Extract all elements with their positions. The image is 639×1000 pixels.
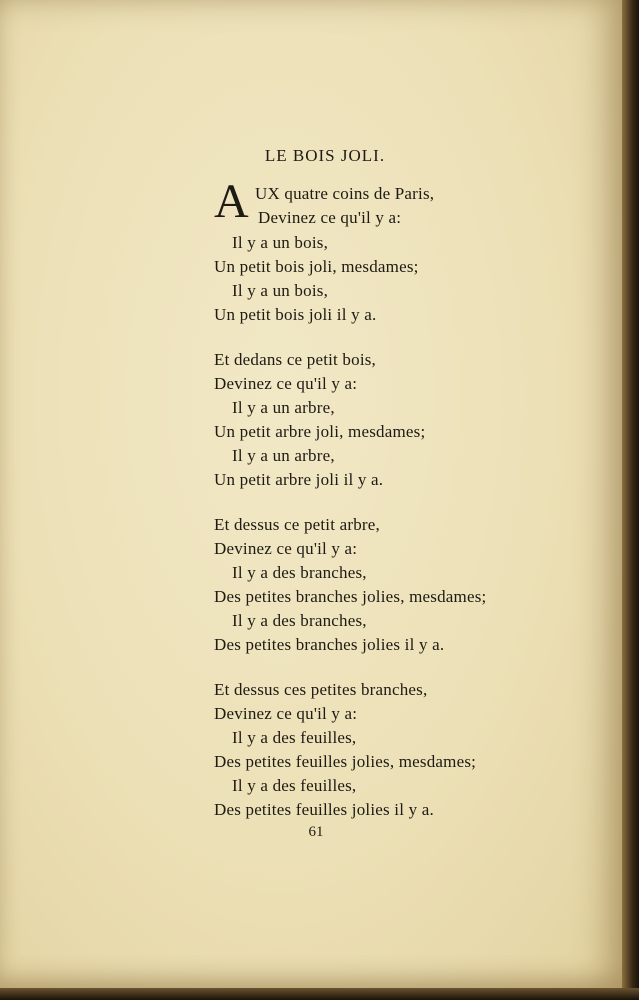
verse-line: Il y a un arbre,	[232, 398, 335, 417]
verse-line: Devinez ce qu'il y a:	[214, 704, 358, 723]
verse-line: Il y a un bois,	[232, 281, 329, 300]
verse-line: Un petit bois joli il y a.	[214, 305, 377, 324]
verse-line: Des petites branches jolies, mesdames;	[214, 587, 487, 606]
verse-line: Un petit arbre joli, mesdames;	[214, 422, 426, 441]
verse-line: Il y a des feuilles,	[232, 776, 357, 795]
verse-line: Il y a des branches,	[232, 611, 367, 630]
verse-line: Des petites feuilles jolies, mesdames;	[214, 752, 477, 771]
verse-line: Et dedans ce petit bois,	[214, 350, 377, 369]
verse-line: Il y a un bois,	[232, 233, 329, 252]
verse-line: Des petites feuilles jolies il y a.	[214, 800, 434, 819]
verse-line: Il y a des feuilles,	[232, 728, 357, 747]
poem-title: LE BOIS JOLI.	[264, 146, 386, 165]
drop-cap: A	[214, 175, 249, 228]
book-bottom-edge	[0, 988, 639, 1000]
verse-line: Il y a un arbre,	[232, 446, 335, 465]
verse-line: Des petites branches jolies il y a.	[214, 635, 445, 654]
verse-line: Devinez ce qu'il y a:	[258, 208, 402, 227]
verse-line: Il y a des branches,	[232, 563, 367, 582]
verse-line: Et dessus ces petites branches,	[214, 680, 428, 699]
verse-line: Devinez ce qu'il y a:	[214, 374, 358, 393]
verse-line: Un petit arbre joli il y a.	[214, 470, 384, 489]
verse-line: Un petit bois joli, mesdames;	[214, 257, 419, 276]
verse-line: UX quatre coins de Paris,	[255, 184, 435, 203]
page-number: 61	[308, 824, 324, 840]
verse-line: Devinez ce qu'il y a:	[214, 539, 358, 558]
verse-line: Et dessus ce petit arbre,	[214, 515, 380, 534]
book-page-edge	[622, 0, 639, 1000]
